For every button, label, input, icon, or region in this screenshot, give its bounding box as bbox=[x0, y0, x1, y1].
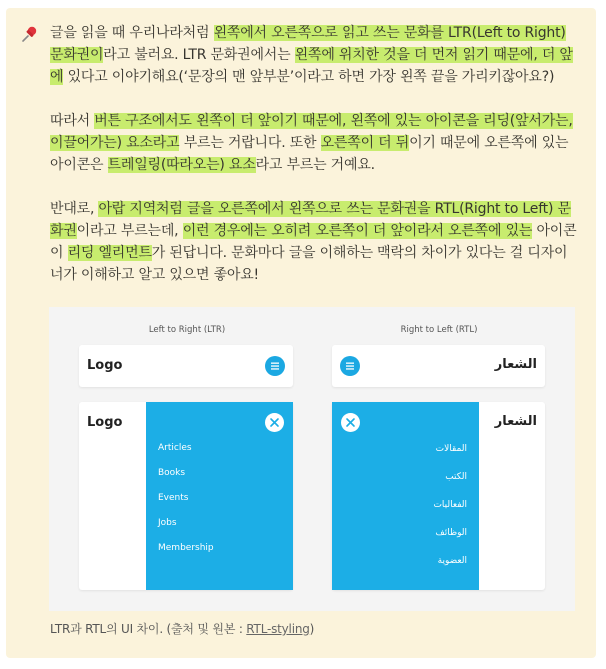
ltr-drawer bbox=[146, 402, 293, 590]
rtl-drawer-logo: الشعار bbox=[494, 414, 537, 429]
hamburger-menu-icon[interactable] bbox=[340, 356, 360, 376]
text-span: 이라고 부르는데, bbox=[76, 223, 183, 239]
ltr-header-card bbox=[79, 345, 293, 387]
figure-caption bbox=[50, 620, 314, 637]
highlighted-text: 리딩 엘리먼트 bbox=[67, 245, 152, 261]
caption-text: LTR과 RTL의 UI 차이. (출처 및 원본 : bbox=[50, 622, 247, 636]
drawer-item-membership[interactable]: العضوية bbox=[437, 556, 467, 566]
highlighted-text: 왼쪽에 위치한 것을 더 먼저 읽기 때문에, 더 앞에 bbox=[50, 47, 573, 85]
text-span: 글을 읽을 때 우리나라처럼 bbox=[50, 25, 214, 41]
highlighted-text: 트레일링(따라오는) 요소 bbox=[107, 157, 256, 173]
text-span: 이기 때문에 오른쪽에 있는 아이콘은 bbox=[50, 135, 569, 173]
text-span: 라고 불러요. LTR 문화권에서는 bbox=[103, 47, 295, 63]
drawer-item-books[interactable]: Books bbox=[158, 468, 186, 478]
ltr-rtl-figure bbox=[49, 307, 575, 611]
text-span: 라고 부르는 거예요. bbox=[255, 157, 375, 173]
text-span: 있다고 이야기해요(‘문장의 맨 앞부분’이라고 하면 가장 왼쪽 끝을 가리키잖아요?) bbox=[63, 69, 555, 85]
ltr-drawer-card bbox=[79, 402, 293, 590]
paragraph-2 bbox=[50, 110, 580, 176]
ltr-drawer-logo: Logo bbox=[87, 415, 123, 430]
ltr-label: Left to Right (LTR) bbox=[148, 325, 226, 335]
close-icon[interactable] bbox=[341, 413, 360, 432]
drawer-item-books[interactable]: الكتب bbox=[445, 472, 467, 482]
text-span: 부르는 거랍니다. 또한 bbox=[179, 135, 321, 151]
highlighted-text: 오른쪽이 더 뒤 bbox=[320, 135, 410, 151]
highlighted-text: 아랍 지역처럼 글을 오른쪽에서 왼쪽으로 쓰는 문화권을 RTL(Right to Left) 문화권 bbox=[50, 201, 571, 239]
close-icon[interactable] bbox=[265, 413, 284, 432]
text-span: 가 된답니다. 문화마다 글을 이해하는 맥락의 차이가 있다는 걸 디자이너가 이해하고 알고 있으면 좋아요! bbox=[50, 245, 568, 283]
source-link[interactable]: RTL-styling bbox=[246, 622, 310, 636]
hamburger-menu-icon[interactable] bbox=[265, 356, 285, 376]
drawer-item-membership[interactable]: Membership bbox=[158, 543, 214, 553]
paragraph-1 bbox=[50, 22, 580, 88]
highlighted-text: 버튼 구조에서도 왼쪽이 더 앞이기 때문에, 왼쪽에 있는 아이콘을 리딩(앞서가는, 이끌어가는) 요소라고 bbox=[50, 113, 573, 151]
text-span: 아이콘이 bbox=[50, 223, 577, 261]
text-span: 반대로, bbox=[50, 201, 99, 217]
highlighted-text: 왼쪽에서 오른쪽으로 읽고 쓰는 문화를 LTR(Left to Right) 문화권이 bbox=[50, 25, 566, 63]
rtl-header-card bbox=[332, 345, 545, 387]
drawer-item-events[interactable]: Events bbox=[158, 493, 189, 503]
drawer-item-jobs[interactable]: Jobs bbox=[158, 518, 177, 528]
rtl-label: Right to Left (RTL) bbox=[400, 325, 478, 335]
drawer-item-jobs[interactable]: الوظائف bbox=[435, 528, 467, 538]
drawer-item-articles[interactable]: المقالات bbox=[435, 444, 467, 454]
caption-end: ) bbox=[309, 622, 315, 636]
rtl-drawer-card bbox=[332, 402, 545, 590]
callout-text bbox=[50, 22, 580, 308]
highlighted-text: 이런 경우에는 오히려 오른쪽이 더 앞이라서 오른쪽에 있는 bbox=[182, 223, 533, 239]
ltr-logo: Logo bbox=[87, 358, 123, 373]
pushpin-icon bbox=[21, 25, 39, 43]
rtl-logo: الشعار bbox=[494, 357, 537, 372]
drawer-item-events[interactable]: الفعاليات bbox=[433, 500, 467, 510]
text-span: 따라서 bbox=[50, 113, 95, 129]
drawer-item-articles[interactable]: Articles bbox=[158, 443, 192, 453]
paragraph-3 bbox=[50, 198, 580, 286]
rtl-drawer bbox=[332, 402, 479, 590]
